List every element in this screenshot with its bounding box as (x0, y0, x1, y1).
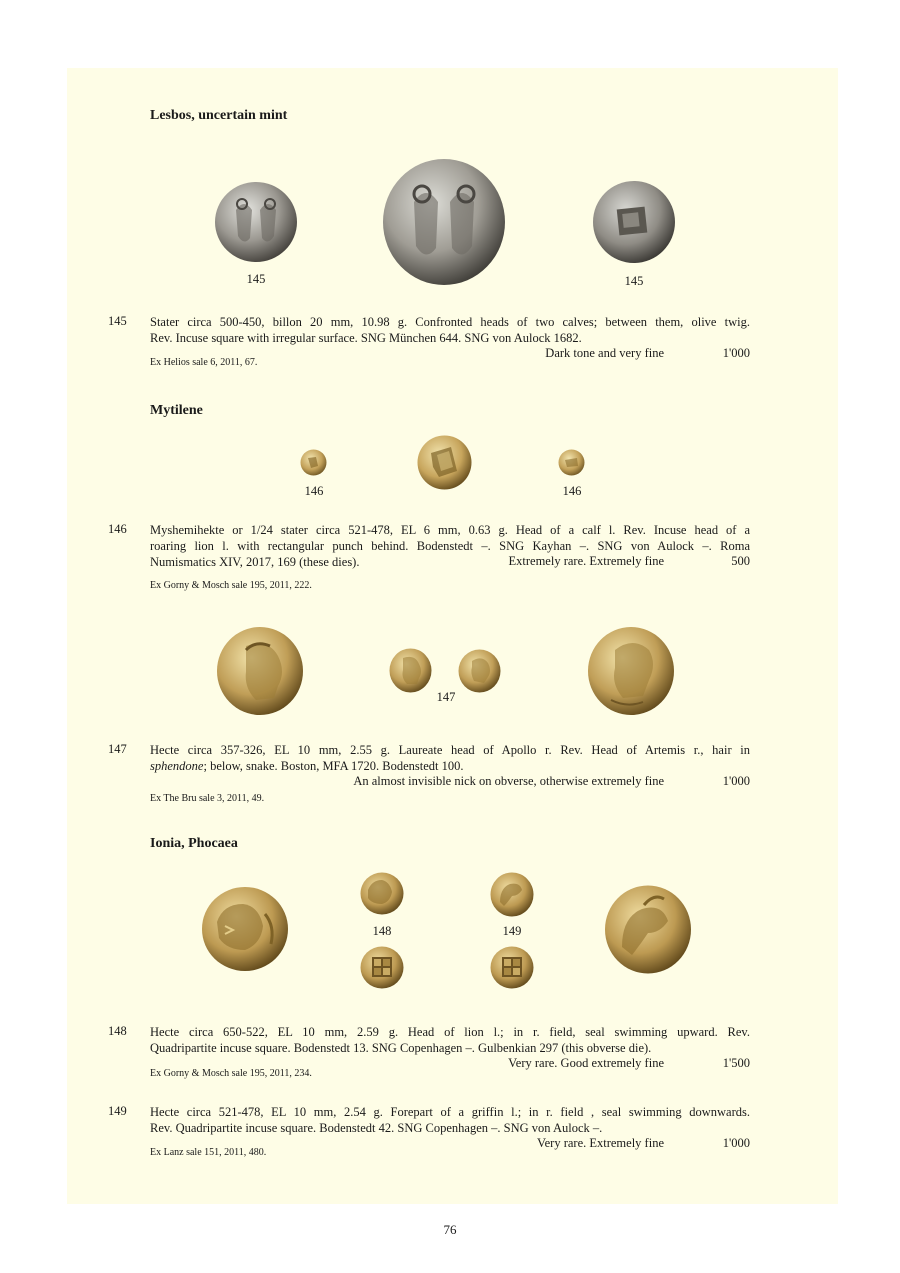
lot-description-147 (150, 742, 750, 774)
section-title-ionia-phocaea: Ionia, Phocaea (150, 836, 238, 851)
coin-146-obverse (300, 449, 327, 476)
lot-number-146: 146 (108, 522, 127, 536)
lot-number-148: 148 (108, 1024, 127, 1038)
lot-price-147: 1'000 (722, 774, 750, 788)
coin-147-reverse-enlarged (587, 626, 675, 716)
lot-number-149: 149 (108, 1104, 127, 1118)
lot-provenance-149: Ex Lanz sale 151, 2011, 480. (150, 1147, 267, 1158)
lot-grade-148: Very rare. Good extremely fine (508, 1056, 664, 1070)
lot-number-145: 145 (108, 314, 127, 328)
lot-price-149: 1'000 (722, 1136, 750, 1150)
coin-149-obverse-enlarged (604, 885, 692, 974)
lot-147-line-2 (150, 758, 750, 774)
coin-145-obverse-small (214, 180, 298, 264)
caption-146-left: 146 (304, 484, 324, 498)
coin-146-obverse-enlarged (417, 435, 472, 490)
lot-146-line-2: roaring lion l. with rectangular punch behind. Bodenstedt –. SNG Kayhan –. SNG von Aulock –. Roma (150, 539, 750, 553)
lot-price-146: 500 (731, 554, 750, 568)
lot-146-line-3: Numismatics XIV, 2017, 169 (these dies). (150, 555, 360, 569)
lot-provenance-145: Ex Helios sale 6, 2011, 67. (150, 357, 258, 368)
coin-147-reverse (458, 649, 501, 693)
lot-provenance-147: Ex The Bru sale 3, 2011, 49. (150, 793, 265, 804)
lot-number-147: 147 (108, 742, 127, 756)
lot-148-line-1: Hecte circa 650-522, EL 10 mm, 2.59 g. Head of lion l.; in r. field, seal swimming upward. Rev. (150, 1025, 750, 1039)
lot-description-145 (150, 314, 750, 346)
section-title-lesbos: Lesbos, uncertain mint (150, 108, 288, 123)
coin-145-reverse (592, 180, 676, 264)
lot-147-italic-term: sphendone (150, 759, 204, 773)
coin-149-reverse (490, 946, 534, 989)
lot-147-line-1: Hecte circa 357-326, EL 10 mm, 2.55 g. Laureate head of Apollo r. Rev. Head of Artemis r., hair in (150, 743, 750, 757)
lot-price-148: 1'500 (722, 1056, 750, 1070)
coin-148-obverse-enlarged (201, 886, 289, 972)
coin-146-reverse (558, 449, 585, 476)
lot-provenance-146: Ex Gorny & Mosch sale 195, 2011, 222. (150, 580, 312, 591)
lot-grade-145: Dark tone and very fine (545, 346, 664, 360)
caption-145-right: 145 (624, 274, 644, 288)
page-number: 76 (443, 1222, 457, 1237)
lot-description-149 (150, 1104, 750, 1136)
lot-grade-146: Extremely rare. Extremely fine (508, 554, 664, 568)
coin-147-obverse (389, 648, 432, 693)
lot-145-line-2: Rev. Incuse square with irregular surface. SNG München 644. SNG von Aulock 1682. (150, 331, 582, 345)
coin-145-obverse-enlarged (382, 158, 506, 286)
coin-149-obverse (490, 872, 534, 917)
coin-148-reverse (360, 946, 404, 989)
lot-grade-147: An almost invisible nick on obverse, otherwise extremely fine (353, 774, 664, 788)
lot-145-line-1: Stater circa 500-450, billon 20 mm, 10.98 g. Confronted heads of two calves; between them, olive twig. (150, 315, 750, 329)
caption-147: 147 (436, 690, 456, 704)
lot-149-line-1: Hecte circa 521-478, EL 10 mm, 2.54 g. Forepart of a griffin l.; in r. field , seal swimming downwards. (150, 1105, 750, 1119)
caption-146-right: 146 (562, 484, 582, 498)
lot-147-line-2-rest: ; below, snake. Boston, MFA 1720. Bodenstedt 100. (203, 759, 464, 773)
lot-146-line-1: Myshemihekte or 1/24 stater circa 521-478, EL 6 mm, 0.63 g. Head of a calf l. Rev. Incuse head of a (150, 523, 750, 537)
caption-145-left: 145 (246, 272, 266, 286)
caption-149: 149 (502, 924, 522, 938)
lot-description-148 (150, 1024, 750, 1056)
lot-grade-149: Very rare. Extremely fine (536, 1136, 664, 1150)
coin-147-obverse-enlarged (216, 626, 304, 716)
section-title-mytilene: Mytilene (150, 403, 203, 418)
lot-price-145: 1'000 (722, 346, 750, 360)
lot-provenance-148: Ex Gorny & Mosch sale 195, 2011, 234. (150, 1068, 312, 1079)
lot-149-line-2: Rev. Quadripartite incuse square. Bodenstedt 42. SNG Copenhagen –. SNG von Aulock –. (150, 1121, 603, 1135)
lot-148-line-2: Quadripartite incuse square. Bodenstedt 13. SNG Copenhagen –. Gulbenkian 297 (this obverse die). (150, 1041, 652, 1055)
caption-148: 148 (372, 924, 392, 938)
coin-148-obverse (360, 872, 404, 915)
